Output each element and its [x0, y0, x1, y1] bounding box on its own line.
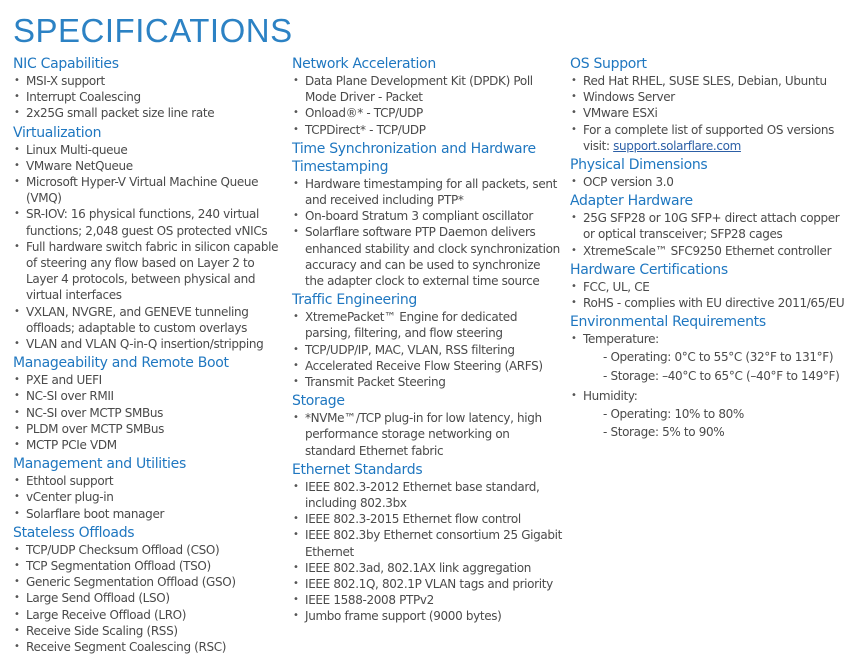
list-item: • On-board Stratum 3 compliant oscillator: [292, 208, 562, 224]
env-subitem: - Storage: 5% to 90%: [603, 425, 725, 440]
list-item: • FCC, UL, CE: [570, 279, 850, 295]
column-2: [292, 55, 562, 627]
spec-list: [292, 176, 562, 289]
spec-list: [570, 279, 850, 311]
list-item: • Solarflare boot manager: [13, 506, 288, 522]
list-item: • IEEE 802.3-2012 Ethernet base standard, including 802.3bx: [292, 479, 562, 511]
list-item: • VMware NetQueue: [13, 158, 288, 174]
spec-list: [292, 410, 562, 459]
spec-list: [13, 473, 288, 522]
list-item: • NC-SI over MCTP SMBus: [13, 405, 288, 421]
section-heading: Manageability and Remote Boot: [13, 355, 229, 372]
list-item: • MSI-X support: [13, 73, 288, 89]
column-3: [570, 55, 850, 444]
list-item: • 2x25G small packet size line rate: [13, 105, 288, 121]
section-time-synchronization-and-hardware-timestamping: [292, 140, 562, 289]
section-traffic-engineering: [292, 291, 562, 390]
spec-list: [570, 331, 850, 440]
list-item: • RoHS - complies with EU directive 2011/65/EU: [570, 295, 850, 311]
section-heading: Stateless Offloads: [13, 524, 135, 541]
env-subitem: - Operating: 0°C to 55°C (32°F to 131°F): [603, 350, 834, 365]
list-item: [570, 122, 850, 154]
list-item: • VLAN and VLAN Q-in-Q insertion/stripping: [13, 336, 288, 352]
list-item: • Onload®* - TCP/UDP: [292, 105, 562, 121]
spec-list: [292, 479, 562, 625]
list-item: • Generic Segmentation Offload (GSO): [13, 574, 288, 590]
spec-list: [292, 73, 562, 138]
column-1: [13, 55, 288, 657]
list-item: • Ethtool support: [13, 473, 288, 489]
list-item: • Transmit Packet Steering: [292, 374, 562, 390]
section-heading: Virtualization: [13, 124, 102, 141]
section-management-and-utilities: [13, 455, 288, 522]
section-heading: Storage: [292, 393, 345, 410]
list-item: • Large Send Offload (LSO): [13, 590, 288, 606]
list-item: • TCP/UDP Checksum Offload (CSO): [13, 542, 288, 558]
section-heading: NIC Capabilities: [13, 56, 119, 72]
list-item: • XtremePacket™ Engine for dedicated parsing, filtering, and flow steering: [292, 309, 562, 341]
spec-list: [570, 174, 850, 190]
list-item: • Accelerated Receive Flow Steering (ARFS): [292, 358, 562, 374]
list-item: • Linux Multi-queue: [13, 142, 288, 158]
section-heading: Time Synchronization and Hardware Timestamping: [292, 140, 536, 175]
section-heading: Traffic Engineering: [292, 292, 418, 309]
list-item: • Windows Server: [570, 89, 850, 105]
env-label: Temperature:: [583, 332, 659, 347]
section-nic-capabilities: [13, 55, 288, 122]
section-heading: Ethernet Standards: [292, 461, 423, 478]
env-item: [570, 331, 850, 384]
list-item: • 25G SFP28 or 10G SFP+ direct attach copper or optical transceiver; SFP28 cages: [570, 210, 850, 242]
list-item: • XtremeScale™ SFC9250 Ethernet controller: [570, 243, 850, 259]
section-heading: OS Support: [570, 56, 647, 72]
list-item: • Microsoft Hyper-V Virtual Machine Queue (VMQ): [13, 174, 288, 206]
list-item: • PLDM over MCTP SMBus: [13, 421, 288, 437]
section-virtualization: [13, 124, 288, 353]
list-item: • TCPDirect* - TCP/UDP: [292, 122, 562, 138]
spec-list: [570, 73, 850, 154]
section-manageability-and-remote-boot: [13, 354, 288, 453]
env-subitem: - Storage: –40°C to 65°C (–40°F to 149°F): [603, 368, 840, 383]
section-heading: Physical Dimensions: [570, 157, 708, 174]
section-physical-dimensions: [570, 156, 850, 190]
list-item: • OCP version 3.0: [570, 174, 850, 190]
spec-list: [570, 210, 850, 259]
section-heading: Adapter Hardware: [570, 193, 693, 210]
list-item: • Red Hat RHEL, SUSE SLES, Debian, Ubuntu: [570, 73, 850, 89]
list-item: • MCTP PCIe VDM: [13, 437, 288, 453]
list-item: • VMware ESXi: [570, 105, 850, 121]
list-item: • Solarflare software PTP Daemon delivers enhanced stability and clock synchronization accuracy and can be used to synchronize the adapter clock to external time source: [292, 224, 562, 289]
spec-list: [13, 142, 288, 353]
list-item: • Full hardware switch fabric in silicon capable of steering any flow based on Layer 2 to Layer 4 protocols, between physical and virtual interfaces: [13, 239, 288, 304]
list-item: • NC-SI over RMII: [13, 388, 288, 404]
section-network-acceleration: [292, 55, 562, 138]
list-item: • VXLAN, NVGRE, and GENEVE tunneling offloads; adaptable to custom overlays: [13, 304, 288, 336]
list-item: • IEEE 1588-2008 PTPv2: [292, 592, 562, 608]
list-item: • Receive Side Scaling (RSS): [13, 623, 288, 639]
list-item: • Receive Segment Coalescing (RSC): [13, 639, 288, 655]
section-heading: Environmental Requirements: [570, 314, 766, 331]
section-ethernet-standards: [292, 461, 562, 625]
env-label: Humidity:: [583, 388, 638, 403]
section-heading: Network Acceleration: [292, 56, 436, 72]
list-item: • Data Plane Development Kit (DPDK) Poll Mode Driver - Packet: [292, 73, 562, 105]
spec-list: [13, 372, 288, 453]
list-item-text: For a complete list of supported OS versions visit:: [583, 122, 834, 153]
spec-list: [13, 73, 288, 122]
list-item: • TCP Segmentation Offload (TSO): [13, 558, 288, 574]
section-adapter-hardware: [570, 192, 850, 259]
section-environmental-requirements: [570, 313, 850, 440]
list-item: • IEEE 802.1Q, 802.1P VLAN tags and priority: [292, 576, 562, 592]
list-item: • Hardware timestamping for all packets, sent and received including PTP*: [292, 176, 562, 208]
section-storage: [292, 392, 562, 459]
section-heading: Hardware Certifications: [570, 261, 728, 278]
env-subitem: - Operating: 10% to 80%: [603, 407, 744, 422]
section-stateless-offloads: [13, 524, 288, 655]
list-item: • IEEE 802.3by Ethernet consortium 25 Gigabit Ethernet: [292, 527, 562, 559]
list-item: • Large Receive Offload (LRO): [13, 607, 288, 623]
env-item: [570, 388, 850, 441]
section-heading: Management and Utilities: [13, 456, 186, 473]
spec-list: [292, 309, 562, 390]
list-item: • *NVMe™/TCP plug-in for low latency, high performance storage networking on standard Ethernet fabric: [292, 410, 562, 459]
list-item: • Jumbo frame support (9000 bytes): [292, 608, 562, 624]
list-item: • TCP/UDP/IP, MAC, VLAN, RSS filtering: [292, 342, 562, 358]
page-title: SPECIFICATIONS: [13, 12, 293, 49]
section-os-support: [570, 55, 850, 154]
list-item: • vCenter plug-in: [13, 489, 288, 505]
spec-list: [13, 542, 288, 655]
list-item: • Interrupt Coalescing: [13, 89, 288, 105]
list-item: • PXE and UEFI: [13, 372, 288, 388]
list-item: • IEEE 802.3ad, 802.1AX link aggregation: [292, 560, 562, 576]
support-link[interactable]: support.solarflare.com: [613, 138, 741, 153]
list-item: • SR-IOV: 16 physical functions, 240 virtual functions; 2,048 guest OS protected vNICs: [13, 206, 288, 238]
section-hardware-certifications: [570, 261, 850, 311]
list-item: • IEEE 802.3-2015 Ethernet flow control: [292, 511, 562, 527]
